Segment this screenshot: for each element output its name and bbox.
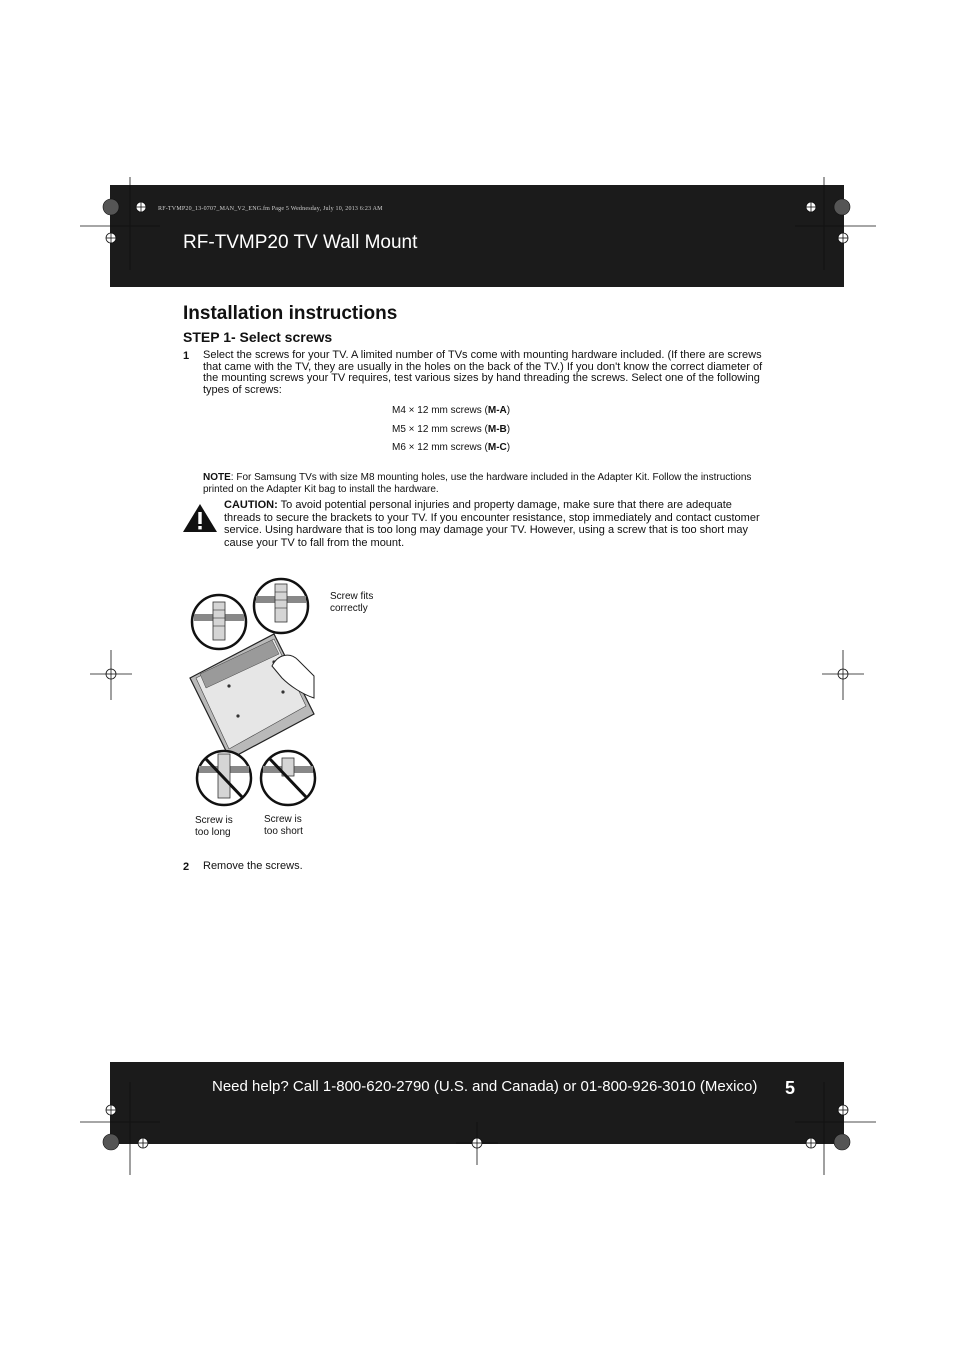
step-1-number: 1 xyxy=(183,350,190,362)
help-line: Need help? Call 1-800-620-2790 (U.S. and Canada) or 01-800-926-3010 (Mexico) xyxy=(212,1078,758,1095)
note: NOTE: For Samsung TVs with size M8 mounting holes, use the hardware included in the Adapter Kit. Follow the instructions printed on the Adapter Kit bag to install the hardware. xyxy=(203,472,752,495)
screw-option-m-b: M5 × 12 mm screws (M-B) xyxy=(392,424,511,435)
screw-fit-illustration xyxy=(186,574,326,810)
print-slug: RF-TVMP20_13-0707_MAN_V2_ENG.fm Page 5 Wednesday, July 10, 2013 6:23 AM xyxy=(158,206,383,212)
caption-screw-too-long: Screw is too long xyxy=(195,815,233,838)
page-number: 5 xyxy=(785,1078,796,1098)
caution: CAUTION: To avoid potential personal injuries and property damage, make sure that there are adequate threads to secure the brackets to your TV. If you encounter resistance, stop immediately and contact customer service. Using hardware that is too long may damage your TV. However, using a screw that is too short may cause your TV to fall from the mount. xyxy=(224,499,760,549)
section-title: Installation instructions xyxy=(183,303,398,324)
caption-screw-too-short: Screw is too short xyxy=(264,814,303,837)
screw-option-m-a: M4 × 12 mm screws (M-A) xyxy=(392,405,511,416)
step-2-text: Remove the screws. xyxy=(203,860,303,872)
step-2-number: 2 xyxy=(183,861,190,873)
caption-screw-fits: Screw fits correctly xyxy=(330,591,374,614)
warning-icon xyxy=(182,503,218,533)
document-title: RF-TVMP20 TV Wall Mount xyxy=(183,232,418,253)
step-title: STEP 1- Select screws xyxy=(183,329,333,345)
step-1-text: Select the screws for your TV. A limited number of TVs come with mounting hardware included. (If there are screws that came with the TV, they are usually in the holes on the back of the TV.) If you don't know the correct diameter of the mounting screws your TV requires, test various sizes by hand threading the screws. Select one of the following types of screws: xyxy=(203,349,763,396)
screw-option-m-c: M6 × 12 mm screws (M-C) xyxy=(392,442,511,453)
